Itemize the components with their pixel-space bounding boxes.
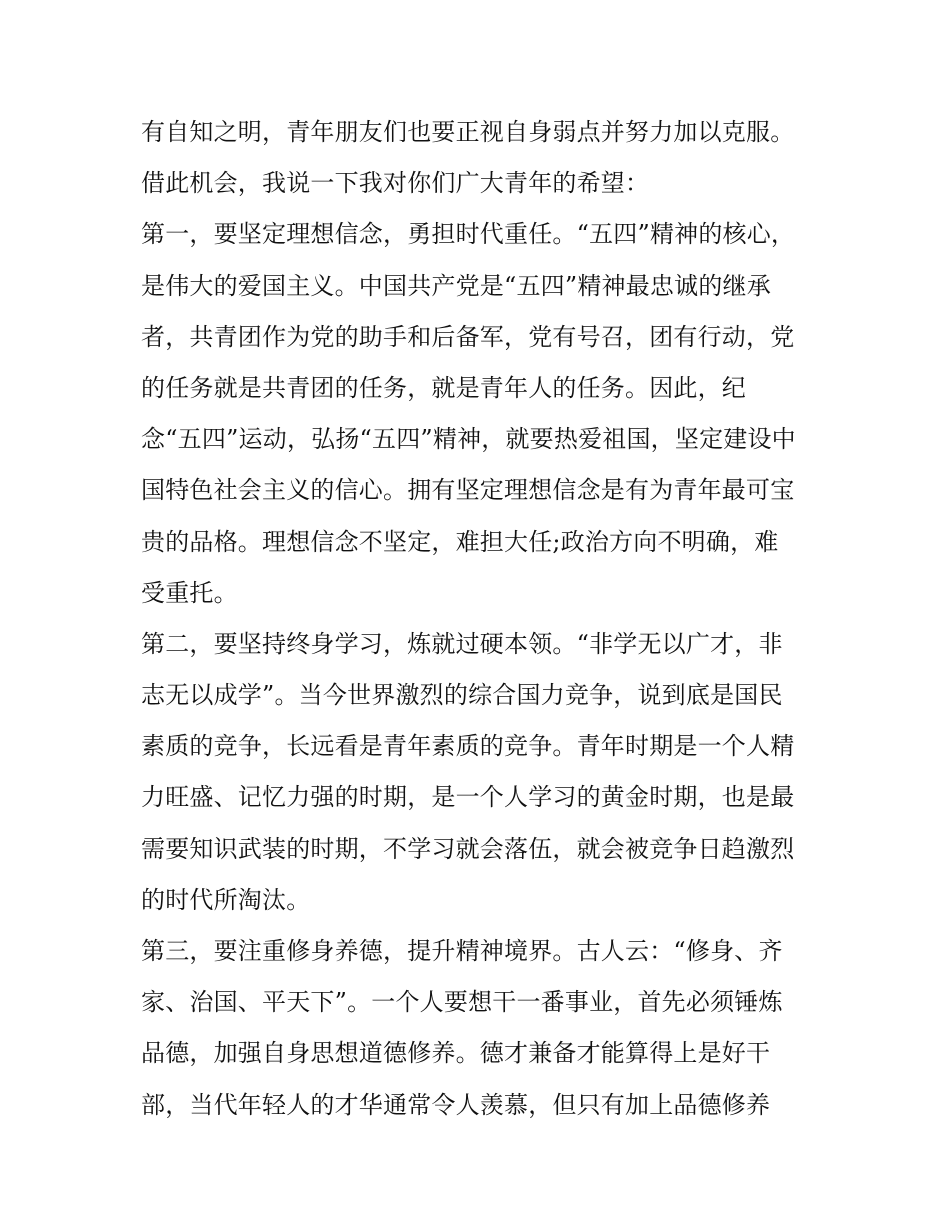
text-line: 国特色社会主义的信心。拥有坚定理想信念是有为青年最可宝	[141, 476, 795, 505]
text-line: 部，当代年轻人的才华通常令人羡慕，但只有加上品德修养	[141, 1090, 771, 1119]
text-line: 者，共青团作为党的助手和后备军，党有号召，团有行动，党	[141, 322, 795, 351]
text-line: 借此机会，我说一下我对你们广大青年的希望：	[141, 169, 650, 198]
text-line: 品德，加强自身思想道德修养。德才兼备才能算得上是好干	[141, 1039, 771, 1068]
text-line: 是伟大的爱国主义。中国共产党是“五四”精神最忠诚的继承	[141, 271, 771, 300]
text-line: 志无以成学”。当今世界激烈的综合国力竞争，说到底是国民	[141, 681, 783, 710]
text-line: 念“五四”运动，弘扬“五四”精神，就要热爱祖国，坚定建设中	[141, 425, 796, 454]
text-line: 素质的竞争，长远看是青年素质的竞争。青年时期是一个人精	[141, 732, 795, 761]
text-line: 的任务就是共青团的任务，就是青年人的任务。因此，纪	[141, 373, 746, 402]
text-line: 受重托。	[141, 578, 238, 607]
body-text	[141, 107, 821, 1131]
text-line: 家、治国、平天下”。一个人要想干一番事业，首先必须锤炼	[141, 988, 783, 1017]
text-line: 第二，要坚持终身学习，炼就过硬本领。“非学无以广才，非	[141, 629, 783, 658]
text-line: 力旺盛、记忆力强的时期，是一个人学习的黄金时期，也是最	[141, 783, 795, 812]
text-line: 贵的品格。理想信念不坚定，难担大任;政治方向不明确，难	[141, 527, 779, 556]
text-line: 有自知之明，青年朋友们也要正视自身弱点并努力加以克服。	[141, 118, 795, 146]
text-line: 需要知识武装的时期，不学习就会落伍，就会被竞争日趋激烈	[141, 834, 795, 863]
text-line: 第三，要注重修身养德，提升精神境界。古人云：“修身、齐	[141, 937, 783, 965]
text-line: 的时代所淘汰。	[141, 885, 311, 914]
text-line: 第一，要坚定理想信念，勇担时代重任。“五四”精神的核心，	[141, 220, 796, 249]
